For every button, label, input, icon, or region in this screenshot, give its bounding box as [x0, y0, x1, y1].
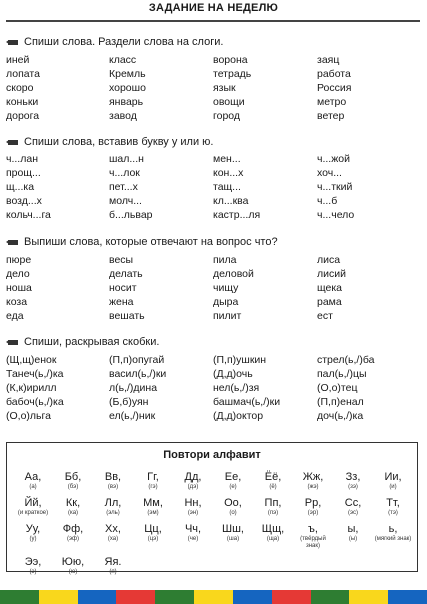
- word-item: (Д,д)очь: [213, 368, 253, 380]
- letter-glyph: Сс,: [344, 497, 362, 509]
- word-item: ч...лок: [109, 167, 140, 179]
- alphabet-letter: [293, 471, 333, 491]
- word-item: жена: [109, 296, 134, 308]
- word-item: Россия: [317, 82, 352, 94]
- alphabet-letter: [253, 523, 293, 550]
- alphabet-letter: [93, 471, 133, 491]
- letter-glyph: Зз,: [345, 471, 361, 483]
- word-item: весы: [109, 254, 134, 266]
- letter-name: (дэ): [187, 484, 199, 490]
- letter-name: (ха): [107, 536, 119, 542]
- alphabet-letter: [333, 471, 373, 491]
- alphabet-letter: [133, 523, 173, 550]
- word-item: коньки: [6, 96, 39, 108]
- color-segment: [39, 590, 78, 604]
- color-segment: [0, 590, 39, 604]
- alphabet-letter: [173, 497, 213, 517]
- word-item: пюре: [6, 254, 32, 266]
- letter-name: (у): [29, 536, 37, 542]
- alphabet-letter: [253, 497, 293, 517]
- letter-glyph: Вв,: [104, 471, 122, 483]
- word-item: еда: [6, 310, 24, 322]
- task-4-word-grid: [6, 353, 420, 423]
- letter-glyph: ы,: [347, 523, 359, 535]
- word-item: лисий: [317, 268, 346, 280]
- letter-name: (мягкий знак): [374, 536, 412, 542]
- word-item: дорога: [6, 110, 40, 122]
- word-item: скоро: [6, 82, 34, 94]
- word-item: вешать: [109, 310, 145, 322]
- letter-glyph: Нн,: [184, 497, 202, 509]
- alphabet-letter: [13, 556, 53, 576]
- letter-glyph: Цц,: [144, 523, 162, 535]
- alphabet-letter: [213, 523, 253, 550]
- task-1-word-grid: [6, 53, 420, 123]
- word-item: ветер: [317, 110, 345, 122]
- word-item: кон...х: [213, 167, 244, 179]
- letter-name: (че): [187, 536, 199, 542]
- alphabet-letter: [93, 556, 133, 576]
- letter-glyph: Ее,: [224, 471, 242, 483]
- word-item: иней: [6, 54, 30, 66]
- letter-glyph: Фф,: [62, 523, 84, 535]
- word-item: дело: [6, 268, 30, 280]
- word-item: (П,п)ушкин: [213, 354, 267, 366]
- word-item: овощи: [213, 96, 245, 108]
- letter-glyph: Аа,: [24, 471, 42, 483]
- task-1-instruction: [6, 36, 223, 48]
- word-item: Кремль: [109, 68, 146, 80]
- letter-name: (ы): [348, 536, 358, 542]
- word-item: (П,п)опугай: [109, 354, 165, 366]
- alphabet-letter: [293, 523, 333, 550]
- word-item: кл...ква: [213, 195, 249, 207]
- letter-name: (э): [29, 569, 37, 575]
- letter-glyph: Ээ,: [24, 556, 42, 568]
- pencil-icon: [6, 139, 20, 146]
- letter-glyph: Чч,: [184, 523, 202, 535]
- word-item: (П,п)енал: [317, 396, 364, 408]
- alphabet-letter: [53, 471, 93, 491]
- task-3-instruction-text: Выпиши слова, которые отвечают на вопрос что?: [24, 236, 278, 248]
- word-item: пила: [213, 254, 237, 266]
- word-item: бабоч(ь,/)ка: [6, 396, 64, 408]
- word-item: возд...х: [6, 195, 42, 207]
- word-item: тетрадь: [213, 68, 252, 80]
- task-3-instruction: [6, 236, 278, 248]
- task-2-word-grid: [6, 152, 420, 222]
- alphabet-letter: [253, 471, 293, 491]
- alphabet-letter: [373, 471, 413, 491]
- task-2-instruction-text: Спиши слова, вставив букву у или ю.: [24, 136, 214, 148]
- letter-glyph: Шш,: [222, 523, 244, 535]
- alphabet-letter: [13, 523, 53, 550]
- letter-glyph: Кк,: [65, 497, 81, 509]
- word-item: ч...чело: [317, 209, 355, 221]
- word-item: дыра: [213, 296, 239, 308]
- letter-name: (цэ): [147, 536, 159, 542]
- word-item: январь: [109, 96, 144, 108]
- alphabet-letter: [333, 497, 373, 517]
- alphabet-letter: [293, 497, 333, 517]
- word-item: ч...лан: [6, 153, 38, 165]
- pencil-icon: [6, 39, 20, 46]
- word-item: (О,о)тец: [317, 382, 358, 394]
- word-item: язык: [213, 82, 236, 94]
- word-item: ч...ткий: [317, 181, 353, 193]
- word-item: делать: [109, 268, 143, 280]
- decorative-color-strip: [0, 590, 427, 604]
- pencil-icon: [6, 239, 20, 246]
- letter-name: (я): [109, 569, 117, 575]
- alphabet-letter: [93, 497, 133, 517]
- word-item: стрел(ь,/)ба: [317, 354, 375, 366]
- word-item: завод: [109, 110, 137, 122]
- word-item: шал...н: [109, 153, 144, 165]
- word-item: (О,о)льга: [6, 410, 51, 422]
- letter-name: (бэ): [67, 484, 79, 490]
- task-1-instruction-text: Спиши слова. Раздели слова на слоги.: [24, 36, 224, 48]
- letter-name: (эс): [347, 510, 359, 516]
- alphabet-letter: [133, 497, 173, 517]
- letter-name: (а): [29, 484, 37, 490]
- letter-name: (и): [389, 484, 397, 490]
- alphabet-grid: [13, 471, 413, 576]
- word-item: ест: [317, 310, 333, 322]
- word-item: кольч...га: [6, 209, 51, 221]
- letter-name: (жэ): [307, 484, 319, 490]
- letter-glyph: Тт,: [386, 497, 400, 509]
- word-item: тащ...: [213, 181, 241, 193]
- word-item: доч(ь,/)ка: [317, 410, 364, 422]
- word-item: л(ь,/)дина: [109, 382, 158, 394]
- letter-glyph: Пп,: [264, 497, 282, 509]
- word-item: метро: [317, 96, 347, 108]
- letter-name: (и краткое): [17, 510, 49, 516]
- letter-glyph: Гг,: [147, 471, 159, 483]
- alphabet-title: Повтори алфавит: [163, 449, 261, 461]
- word-item: башмач(ь,/)ки: [213, 396, 281, 408]
- letter-glyph: ъ,: [308, 523, 318, 535]
- letter-name: (эн): [187, 510, 199, 516]
- letter-glyph: Ии,: [384, 471, 402, 483]
- pencil-icon: [6, 339, 20, 346]
- color-segment: [272, 590, 311, 604]
- color-segment: [349, 590, 388, 604]
- color-segment: [78, 590, 117, 604]
- letter-glyph: Ёё,: [264, 471, 282, 483]
- letter-name: (е): [229, 484, 237, 490]
- word-item: прощ...: [6, 167, 41, 179]
- alphabet-letter: [53, 556, 93, 576]
- word-item: деловой: [213, 268, 254, 280]
- letter-glyph: Мм,: [143, 497, 163, 509]
- letter-glyph: Жж,: [302, 471, 324, 483]
- letter-name: (гэ): [148, 484, 158, 490]
- alphabet-letter: [13, 497, 53, 517]
- letter-name: (ё): [269, 484, 277, 490]
- word-item: город: [213, 110, 241, 122]
- word-item: (К,к)ирилл: [6, 382, 57, 394]
- task-3-word-grid: [6, 253, 420, 323]
- letter-glyph: Лл,: [104, 497, 122, 509]
- letter-glyph: Щщ,: [261, 523, 285, 535]
- alphabet-letter: [13, 471, 53, 491]
- alphabet-letter: [373, 523, 413, 550]
- alphabet-letter: [133, 471, 173, 491]
- alphabet-letter: [173, 523, 213, 550]
- letter-glyph: Оо,: [224, 497, 242, 509]
- word-item: Танеч(ь,/)ка: [6, 368, 64, 380]
- word-item: заяц: [317, 54, 340, 66]
- word-item: пет...х: [109, 181, 138, 193]
- page-title: ЗАДАНИЕ НА НЕДЕЛЮ: [148, 2, 279, 14]
- letter-glyph: Юю,: [61, 556, 85, 568]
- word-item: мен...: [213, 153, 241, 165]
- letter-name: (вэ): [107, 484, 119, 490]
- word-item: васил(ь,/)ки: [109, 368, 167, 380]
- word-item: чищу: [213, 282, 239, 294]
- color-segment: [116, 590, 155, 604]
- letter-name: (о): [229, 510, 237, 516]
- letter-glyph: Рр,: [304, 497, 322, 509]
- letter-glyph: Йй,: [24, 497, 42, 509]
- word-item: ч...жой: [317, 153, 350, 165]
- color-segment: [233, 590, 272, 604]
- alphabet-letter: [333, 523, 373, 550]
- word-item: щека: [317, 282, 343, 294]
- title-divider: [6, 20, 420, 22]
- word-item: ч...б: [317, 195, 338, 207]
- word-item: рама: [317, 296, 342, 308]
- letter-name: (ю): [68, 569, 78, 575]
- word-item: кастр...ля: [213, 209, 261, 221]
- word-item: коза: [6, 296, 28, 308]
- word-item: носит: [109, 282, 137, 294]
- letter-glyph: Дд,: [184, 471, 202, 483]
- letter-name: (тэ): [388, 510, 398, 516]
- alphabet-letter: [173, 471, 213, 491]
- letter-glyph: Уу,: [25, 523, 41, 535]
- word-item: класс: [109, 54, 137, 66]
- word-item: (Б,б)уян: [109, 396, 149, 408]
- alphabet-letter: [213, 497, 253, 517]
- word-item: пал(ь,/)цы: [317, 368, 367, 380]
- word-item: работа: [317, 68, 351, 80]
- word-item: лопата: [6, 68, 40, 80]
- color-segment: [155, 590, 194, 604]
- letter-name: (эль): [106, 510, 120, 516]
- letter-name: (зэ): [348, 484, 358, 490]
- word-item: хоч...: [317, 167, 342, 179]
- word-item: (Д,д)октор: [213, 410, 264, 422]
- alphabet-panel: [6, 442, 418, 575]
- alphabet-letter: [373, 497, 413, 517]
- color-segment: [311, 590, 350, 604]
- word-item: б...львар: [109, 209, 153, 221]
- letter-name: (ка): [67, 510, 79, 516]
- letter-glyph: ь,: [388, 523, 398, 535]
- color-segment: [194, 590, 233, 604]
- word-item: ел(ь,/)ник: [109, 410, 156, 422]
- letter-glyph: Хх,: [105, 523, 121, 535]
- task-4-instruction-text: Спиши, раскрывая скобки.: [24, 336, 160, 348]
- alphabet-letter: [93, 523, 133, 550]
- alphabet-letter: [53, 497, 93, 517]
- letter-glyph: Яя.: [104, 556, 122, 568]
- word-item: хорошо: [109, 82, 146, 94]
- task-2-instruction: [6, 136, 213, 148]
- letter-name: (ша): [226, 536, 240, 542]
- letter-name: (эф): [67, 536, 79, 542]
- letter-name: (твёрдый знак): [300, 536, 326, 549]
- word-item: нел(ь,/)зя: [213, 382, 260, 394]
- letter-name: (эр): [307, 510, 319, 516]
- alphabet-letter: [213, 471, 253, 491]
- word-item: лиса: [317, 254, 341, 266]
- word-item: щ...ка: [6, 181, 35, 193]
- word-item: ноша: [6, 282, 32, 294]
- color-segment: [388, 590, 427, 604]
- letter-name: (пэ): [267, 510, 279, 516]
- letter-name: (ща): [266, 536, 280, 542]
- task-4-instruction: [6, 336, 159, 348]
- word-item: (Щ,щ)енок: [6, 354, 57, 366]
- word-item: ворона: [213, 54, 248, 66]
- word-item: пилит: [213, 310, 242, 322]
- word-item: молч...: [109, 195, 142, 207]
- alphabet-letter: [53, 523, 93, 550]
- letter-name: (эм): [147, 510, 159, 516]
- letter-glyph: Бб,: [64, 471, 82, 483]
